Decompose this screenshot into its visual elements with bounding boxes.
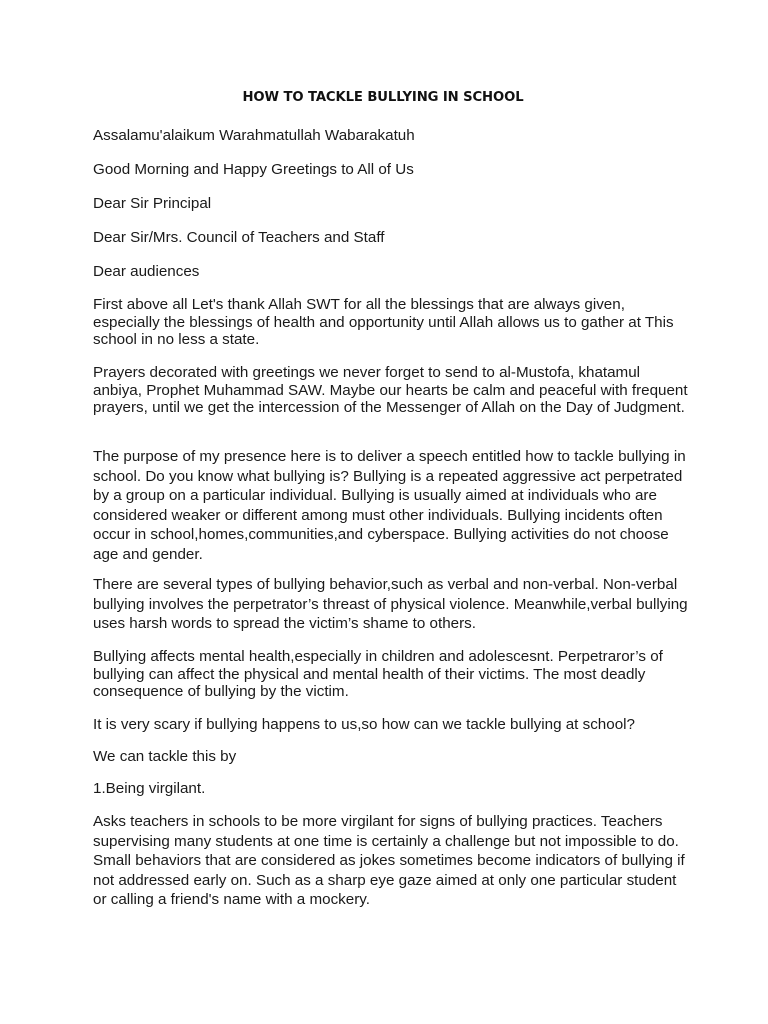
greeting-salam: Assalamu'alaikum Warahmatullah Wabarakatuh [93, 127, 415, 144]
paragraph-prayers: Prayers decorated with greetings we never forget to send to al-Mustofa, khatamul anbiya, Prophet Muhammad SAW. Maybe our hearts be calm and peaceful with frequent prayers, until we get the intercession of the Messenger of Allah on the Day of Judgment. [93, 364, 688, 417]
greeting-morning: Good Morning and Happy Greetings to All of Us [93, 161, 414, 178]
greeting-teachers: Dear Sir/Mrs. Council of Teachers and Staff [93, 229, 385, 246]
paragraph-purpose: The purpose of my presence here is to deliver a speech entitled how to tackle bullying in school. Do you know what bullying is? Bullying is a repeated aggressive act perpetrated by a group on a particular individual. Bullying is usually aimed at individuals who are considered weaker or different among must other individuals. Bullying incidents often occur in school,homes,communities,and cyberspace. Bullying activities do not choose age and gender. [93, 448, 686, 563]
greeting-audiences: Dear audiences [93, 263, 200, 280]
paragraph-vigilant-detail: Asks teachers in schools to be more virgilant for signs of bullying practices. Teachers supervising many students at one time is certainly a challenge but not impossible to do. Small behaviors that are considered as jokes sometimes become indicators of bullying if not addressed early on. Such as a sharp eye gaze aimed at only one particular student or calling a friend's name with a mockery. [93, 813, 685, 909]
list-item-vigilant: 1.Being virgilant. [93, 780, 206, 797]
paragraph-tackle-intro: We can tackle this by [93, 748, 237, 765]
paragraph-effects: Bullying affects mental health,especially in children and adolescesnt. Perpetraror’s of bullying can affect the physical and mental health of their victims. The most deadly consequence of bullying by the victim. [93, 648, 663, 701]
paragraph-types: There are several types of bullying behavior,such as verbal and non-verbal. Non-verbal bullying involves the perpetrator’s threast of physical violence. Meanwhile,verbal bullying uses harsh words to spread the victim’s shame to others. [93, 576, 688, 633]
greeting-principal: Dear Sir Principal [93, 195, 212, 212]
paragraph-question: It is very scary if bullying happens to us,so how can we tackle bullying at school? [93, 716, 635, 733]
document-title: HOW TO TACKLE BULLYING IN SCHOOL [242, 90, 524, 105]
paragraph-blessings: First above all Let's thank Allah SWT for all the blessings that are always given, especially the blessings of health and opportunity until Allah allows us to gather at This school in no less a state. [93, 296, 674, 349]
